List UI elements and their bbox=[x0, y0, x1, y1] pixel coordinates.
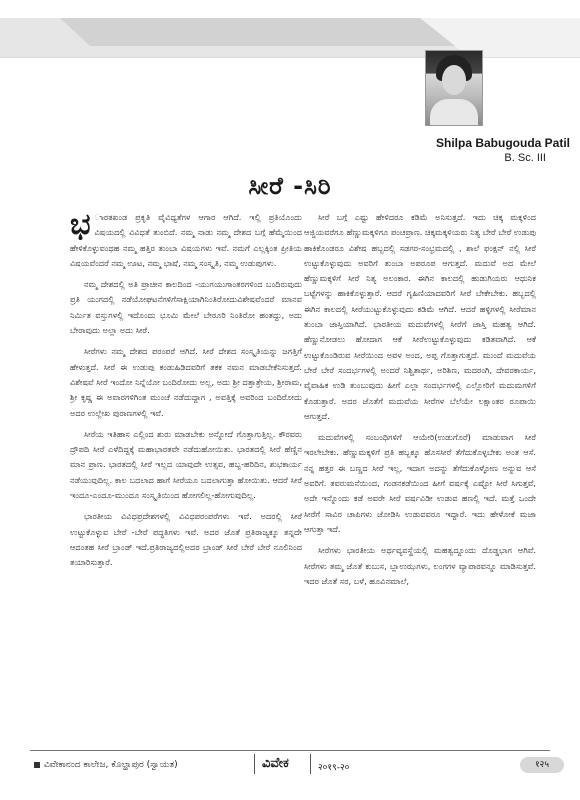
paragraph: ಸೀರೆಯ ಇತಿಹಾಸ ಎಲ್ಲಿಂದ ಶುರು ಮಾಡಬೇಕು ಅನ್ನೋದೆ ಗೊತ್ತಾಗುತ್ತಿಲ್ಲ. ಕೌರವರು ದ್ರೌಪದಿ ಸೀರೆ ಎಳೆದಿದ್ದಕ್ಕೆ ಮಹಾಭಾರತವೇ ನಡೆದುಹೋಯಿತು. ಭಾರತದಲ್ಲಿ ಸೀರೆ ಹೆಣ್ಣಿನ ಮಾನ ಪ್ರಾಣ. ಭಾರತದಲ್ಲಿ ಸೀರೆ ಇಲ್ಲದ ಯಾವುದೇ ಉತ್ಸವ, ಹಬ್ಬ-ಹರಿದಿನ, ಶುಭಕಾರ್ಯ ನಡೆಯುವುದಿಲ್ಲ. ಕಾಲ ಬದಲಾದ ಹಾಗೆ ಸೀರೆಯೂ ಬದಲಾಗುತ್ತಾ ಹೋಯಿತು. ಆದರೆ ಸೀರೆ ಇಂದೂ-ಎಂದೂ-ಮುಂದೂ ಸಂಸ್ಕೃತಿಯಿಂದ ಹೋಗಲಿಲ್ಲ-ಹೋಗುವುದಿಲ್ಲ. bbox=[70, 428, 302, 501]
author-name: Shilpa Babugouda Patil bbox=[435, 136, 570, 150]
footer-year: २०१९-२० bbox=[318, 763, 350, 773]
paragraph: ಭ ಾರತಖಂಡ ಪ್ರಕೃತಿ ವೈವಿಧ್ಯತೆಗಳ ಆಗಾರ ಆಗಿದೆ. ಇಲ್ಲಿ ಪ್ರತಿಯೊಂದು ವಿಷಯದಲ್ಲಿ ವಿವಿಧತೆ ತುಂಬಿದೆ. ನಮ್ಮ ನಾಡು ನಮ್ಮ ದೇಶದ ಬಗ್ಗೆ ಹೆಮ್ಮೆಯಿಂದ ಹೇಳಿಕೊಳ್ಳುವಂಥಹ ನಮ್ಮ ಹತ್ತಿರ ತುಂಬಾ ವಿಷಯಗಳು ಇವೆ. ನಮಗೆ ಎಲ್ಲಕ್ಕಿಂತ ಪ್ರೀತಿಯ ವಿಷಯವೆಂದರೆ ನಮ್ಮ ಊಟ, ನಮ್ಮ ಭಾಷೆ, ನಮ್ಮ ಸಂಸ್ಕೃತಿ, ನಮ್ಮ ಉಡುಪುಗಳು. bbox=[70, 210, 302, 268]
footer-separator bbox=[310, 754, 311, 774]
paragraph: ಸೀರೆ ಬಗ್ಗೆ ಎಷ್ಟು ಹೇಳಿದರೂ ಕಡಿಮೆ ಅನಿಸುತ್ತದೆ. ಇದು ಚಿಕ್ಕ ಮಕ್ಕಳಿಂದ ಆಜ್ಜಿಯವರೆಗೂ ಹೆಣ್ಣುಮಕ್ಕಳಿಗೂ ಪಂಚಪ್ರಾಣ. ಚಿಕ್ಕಮಕ್ಕಳಿಯರು ನಿತ್ಯ ಬೇರೆ ಬೇರೆ ಉಡುಪು ಹಾಕಿಕೊಂಡರೂ ವಿಶೇಷ ಹಬ್ಬದಲ್ಲಿ ಸಡಗರ-ಸಂಭ್ರಮದಲ್ಲಿ , ಶಾಲೆ ಫಂಕ್ಷನ್ ನಲ್ಲಿ ಸೀರೆ ಉಟ್ಟುಕೊಳ್ಳುವುದು ಅವರಿಗೆ ತುಂಬಾ ಅಪರೂಪ ಆಗುತ್ತದೆ. ಮದುವೆ ಅದ ಮೇಲೆ ಹೆಣ್ಣುಮಕ್ಕಳಿಗೆ ಸೀರೆ ನಿತ್ಯ ಅಲಂಕಾರ. ಈಗಿನ ಕಾಲದಲ್ಲಿ ಹುಡುಗಿಯರು ಆಧುನಿಕ ಬಟ್ಟೆಗಳನ್ನು ಹಾಕಿಕೊಳ್ಳುತ್ತಾರೆ. ಆದರೆ ಗೃಹಿಣಿಯಾದವರಿಗೆ ಸೀರೆ ಬೇಕೇಬೇಕು. ಹಬ್ಬದಲ್ಲಿ ಈಗಿನ ಕಾಲದಲ್ಲಿ ಸೀರೆಯುಟ್ಟುಕೊಳ್ಳುವುದು ಕಡಿಮೆ ಆಗಿದೆ. ಆದರೆ ಹಳ್ಳಿಗಳಲ್ಲಿ ಸೀರೆಮಾನ ತುಂಬಾ ಜಾಸ್ತಿಯಾಗಿದೆ. ಭಾರತೀಯ ಮದುವೆಗಳಲ್ಲಿ ಸೀರೆಗೆ ಜಾಸ್ತಿ ಮಹತ್ವ ಆಗಿದೆ. ಹೆಣ್ಣುನೋಡಲು ಹೋದಾಗ ಆಕೆ ಸೀರೆಉಟ್ಟುಕೊಳ್ಳುವುದು ಕಡಿತವಾಗಿದೆ. ಆಕೆ ಉಟ್ಟುಕೊಂಡಿರುವ ಸೀರೆಯಿಂದ ಅವಳ ಅಂದ, ಅಪ್ಪ ಗೊತ್ತಾಗುತ್ತದೆ. ಮುಂದೆ ಮದುವೆಯ ಬೇರೆ ಬೇರೆ ಸಂದರ್ಭಗಳಲ್ಲಿ ಅಂದರೆ ನಿಶ್ಚಿತಾರ್ಥ, ಅರಿಶಿಣ, ಮದರಂಗಿ, ದೇವರಕಾರ್ಯ, ವೈವಾಹಿಕ ಉಡಿ ತುಂಬುವುದು ಹೀಗೆ ಎಲ್ಲಾ ಸಂದರ್ಭಗಳಲ್ಲಿ ಎಲ್ಲೋರಿಗೆ ಮದುಮಗಳಿಗೆ ಕೊಡುತ್ತಾರೆ. ಅದರ ಜೊತೆಗೆ ಮದುವೆಯ ಸೀರೆಗಳ ಬೆಲೆಯೇ ಲಕ್ಷಾಂತರ ರೂಪಾಯಿ ಆಗುತ್ತದೆ. bbox=[304, 212, 536, 421]
paragraph: ಮದುವೆಗಳಲ್ಲಿ ಸಂಬಂಧಿಗಳಿಗೆ ಆಯೇರಿ(ಉಡುಗೊರೆ) ಮಾಡುವಾಗ ಸೀರೆ ಇರಲೇಬೇಕು. ಹೆಣ್ಣುಮಕ್ಕಳಿಗೆ ಪ್ರತಿ ಹಬ್ಬಕ್ಕೂ ಹೊಸಸೀರೆ ತೆಗೆದುಕೊಳ್ಳಬೇಕು ಅಂತ ಆಸೆ. ನನ್ನ ಹತ್ತರ ಈ ಬಣ್ಣದ ಸೀರೆ ಇಲ್ಲ, ಇದಾಗ ಅದನ್ನು ತೆಗೆದುಕೊಳ್ಳೋಣ ಅನ್ನುವ ಆಸೆ ಅವರಿಗೆ. ತವರುಮನೆಯಿಂದ, ಗಂಡನಕಡೆಯಿಂದ ಹೀಗೆ ವರ್ಷಕ್ಕೆ ಎಷ್ಟೋ ಸೀರೆ ಸಿಗುತ್ತವೆ, ಅದೇ ಇನ್ನೊಂದು ಕಡೆ ಅವರೇ ಸೀರೆ ವರ್ಷವಿಡೀ ಉಡುವ ಹಣಲ್ಲಿ ಇದೆ. ಮತ್ತೆ ಒಂದೇ ಸೀರೆಗೆ ಸಾವಿರ ಚಾಪಿಗಳು ಜೋಡಿಸಿ ಉಡುವವರೂ ಇದ್ದಾರೆ. ಇದು ಹೇಳೋಕೆ ಮಜಾ ಆಗುತ್ತಾ ಇದೆ. bbox=[304, 432, 536, 534]
paragraph: ಸೀರೆಗಳು ನಮ್ಮ ದೇಶದ ಪರಂಪರೆ ಆಗಿದೆ. ಸೀರೆ ದೇಶದ ಸಂಸ್ಕೃತಿಯನ್ನು ಜಗತ್ತಿಗೆ ಹೇಳುತ್ತದೆ. ಸೀರೆ ಈ ಉಡುಪು ಕಂಡುಹಿಡಿದವರಿಗೆ ತಕಕ ನಮನ ಮಾಡಬೇಕೆನಿಸುತ್ತದೆ. ವಿಶೇಷವೆ ಸೀರೆ ಇಂದೋ ನಿನ್ನೆಯೋ ಬಂದಿರೋದು ಅಲ್ಲ, ಅದು ಶ್ರೀ ದತ್ತಾತ್ರೇಯ, ಶ್ರೀರಾಮ, ಶ್ರೀ ಕೃಷ್ಣ ಈ ಅವಾರಗಳಿಗಿಂತ ಮುಂಚೆ ನಡೆದುದ್ದಾಗ , ಅವತ್ತಿಕ್ಕೆ ಅವರಿಂದ ಬಂದಿರೋದು ಅದರ ಉಲ್ಲೇಖ ಪುರಾಣಗಳಲ್ಲಿ ಇವೆ. bbox=[70, 346, 302, 418]
footer-divider bbox=[30, 750, 550, 751]
page-number: १२५ bbox=[520, 757, 564, 773]
paragraph: ಸೀರೆಗಳು ಭಾರತೀಯ ಅರ್ಥವ್ಯವಸ್ಥೆಯಲ್ಲಿ ಮಹತ್ವದ್ದೂಂದು ದೊಡ್ಡಭಾಗ ಆಗಿವೆ. ಸೀರೆಗಳು ತಮ್ಮ ಜೊತೆ ಕುಬುಸ, ಬ್ಲಾಉಝಗಳು, ಲಂಗಗಳ ವ್ಯಾಪಾರವನ್ನೂ ಮಾಡಿಸುತ್ತವೆ. ಇದರ ಜೊತೆ ಸರ, ಬಳೆ, ಹೂವಿನಮಾಲೆ, bbox=[304, 545, 536, 586]
author-photo bbox=[425, 50, 483, 126]
article-title: ಸೀರೆ -ಸಿರಿ bbox=[248, 172, 332, 200]
drop-cap: ಭ bbox=[70, 210, 91, 242]
author-class: B. Sc. III bbox=[504, 152, 546, 164]
right-column bbox=[304, 210, 536, 740]
header-decoration bbox=[0, 18, 580, 58]
footer-college: ವಿವೇಕಾನಂದ ಕಾಲೇಜ, ಕೊಲ್ಹಾಪುರ (ಸ್ವಾಯತ) bbox=[34, 760, 178, 770]
paragraph: ನಮ್ಮ ದೇಶದಲ್ಲಿ ಅತಿ ಪ್ರಾಚೀನ ಕಾಲದಿಂದ -ಯುಗಯುಗಾಂತರಗಳಿಂದ ಬಂದಿರುವುದು ಪ್ರತಿ ಯುಗದಲ್ಲಿ ನಡೆಯೋಘಟನೆಗಳಿಗೆಸಾಕ್ಷಿಯಾಗಿನಿಂತಿರೋದುವಿಶೇಷವೆಂದರೆ ಮಾನವ ನಿರ್ಮಿತ ವಸ್ತುಗಳಲ್ಲಿ ಇದೊಂದು ಭೂಮಿ ಮೇಲೆ ಬೇರೂರಿ ನಿಂತಿರೋ ಹಂತದ್ದು, ಅದು ಬೇರಾವುದು ಅಲ್ಲಾ ಅದು ಸೀರೆ. bbox=[70, 279, 302, 336]
footer-separator bbox=[254, 754, 255, 774]
square-bullet-icon bbox=[34, 762, 40, 768]
magazine-name: ವಿವೇಕ bbox=[262, 756, 289, 771]
left-column bbox=[70, 210, 302, 740]
paragraph: ಭಾರತೀಯ ವಿವಿಧಪ್ರದೇಶಗಳಲ್ಲಿ ವಿವಿಧಪರಂಪರೆಗಳು ಇವೆ. ಅದರಲ್ಲಿ ಸೀರೆ ಉಟ್ಟುಕೊಳ್ಳುವ ಬೇರೆ -ಬೇರೆ ಪದ್ಧತಿಗಳು ಇವೆ. ಅದರ ಜೊತೆ ಪ್ರತಿರಾಜ್ಯಕ್ಕೂ ತನ್ನದೇ ಆದಂತಹ ಸೀರೆ ಬ್ರಾಂಡ್ ಇದೆ.ಪ್ರತಿರಾಜ್ಯದಲ್ಲಿಅದರ ಬ್ರಾಂಡ್ ಸೀರೆ ಬೇರೆ ಬೇರೆ ನೂಲಿನಿಂದ ತಯಾರಿಸುತ್ತಾರೆ. bbox=[70, 511, 302, 568]
